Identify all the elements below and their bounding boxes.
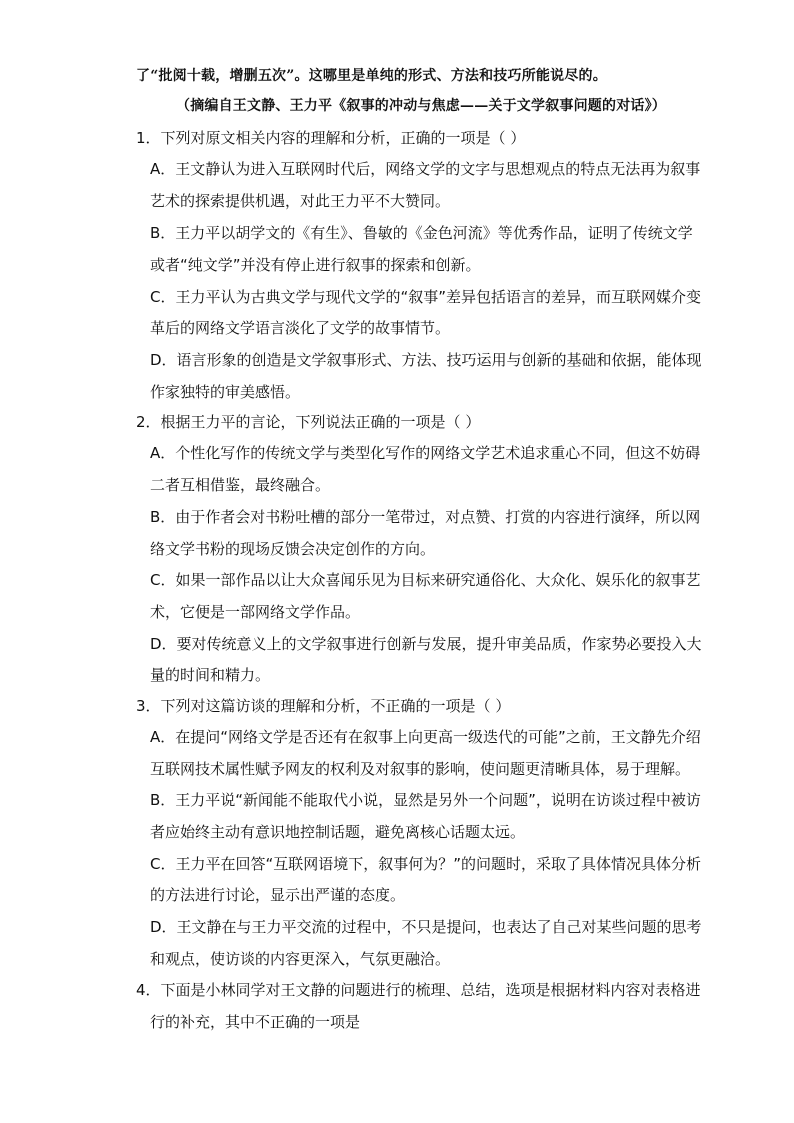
question-1-option-c-line-1: C．王力平认为古典文学与现代文学的“叙事”差异包括语言的差异，而互联网媒介变: [150, 288, 702, 306]
question-2-stem: 2．根据王力平的言论，下列说法正确的一项是（ ）: [136, 413, 481, 431]
question-1-option-a-line-1: A．王文静认为进入互联网时代后，网络文学的文字与思想观点的特点无法再为叙事: [150, 160, 701, 178]
question-3-stem: 3．下列对这篇访谈的理解和分析，不正确的一项是（ ）: [136, 697, 511, 715]
question-1-option-b-line-1: B．王力平以胡学文的《有生》、鲁敏的《金色河流》等优秀作品，证明了传统文学: [150, 224, 693, 242]
passage-source: （摘编自王文静、王力平《叙事的冲动与焦虑——关于文学叙事问题的对话》）: [176, 98, 666, 114]
question-3-option-c-line-2: 的方法进行讨论，显示出严谨的态度。: [150, 886, 406, 904]
question-2-option-a-line-2: 二者互相借鉴，最终融合。: [150, 476, 331, 494]
question-2-option-b-line-1: B．由于作者会对书粉吐槽的部分一笔带过，对点赞、打赏的内容进行演绎，所以网: [150, 508, 701, 526]
passage-tail-line: 了“批阅十载，增删五次”。这哪里是单纯的形式、方法和技巧所能说尽的。: [136, 68, 607, 84]
question-3-option-b-line-2: 者应始终主动有意识地控制话题，避免离核心话题太远。: [150, 823, 526, 841]
question-4-stem-line-1: 4．下面是小林同学对王文静的问题进行的梳理、总结，选项是根据材料内容对表格进: [136, 981, 701, 999]
question-3-option-d-line-2: 和观点，使访谈的内容更深入，气氛更融洽。: [150, 950, 451, 968]
question-3-option-b-line-1: B．王力平说“新闻能不能取代小说，显然是另外一个问题”，说明在访谈过程中被访: [150, 791, 701, 809]
question-1-option-c-line-2: 革后的网络文学语言淡化了文学的故事情节。: [150, 319, 451, 337]
question-2-option-b-line-2: 络文学书粉的现场反馈会决定创作的方向。: [150, 540, 436, 558]
question-3-option-c-line-1: C．王力平在回答“互联网语境下，叙事何为？”的问题时，采取了具体情况具体分析: [150, 855, 702, 873]
question-2-option-d-line-1: D．要对传统意义上的文学叙事进行创新与发展，提升审美品质，作家势必要投入大: [150, 635, 702, 653]
question-1-option-a-line-2: 艺术的探索提供机遇，对此王力平不大赞同。: [150, 192, 451, 210]
question-1-option-d-line-1: D．语言形象的创造是文学叙事形式、方法、技巧运用与创新的基础和依据，能体现: [150, 351, 702, 369]
question-2-option-a-line-1: A．个性化写作的传统文学与类型化写作的网络文学艺术追求重心不同，但这不妨碍: [150, 444, 701, 462]
question-1-option-b-line-2: 或者“纯文学”并没有停止进行叙事的探索和创新。: [150, 256, 481, 274]
question-1-option-d-line-2: 作家独特的审美感悟。: [150, 383, 301, 401]
question-3-option-d-line-1: D．王文静在与王力平交流的过程中，不只是提问，也表达了自己对某些问题的思考: [150, 918, 702, 936]
question-3-option-a-line-2: 互联网技术属性赋予网友的权利及对叙事的影响，使问题更清晰具体，易于理解。: [150, 760, 691, 778]
question-2-option-c-line-1: C．如果一部作品以让大众喜闻乐见为目标来研究通俗化、大众化、娱乐化的叙事艺: [150, 571, 701, 589]
question-3-option-a-line-1: A．在提问“网络文学是否还有在叙事上向更高一级迭代的可能”之前，王文静先介绍: [150, 728, 701, 746]
question-2-option-c-line-2: 术，它便是一部网络文学作品。: [150, 603, 361, 621]
question-1-stem: 1．下列对原文相关内容的理解和分析，正确的一项是（ ）: [136, 129, 526, 147]
question-4-stem-line-2: 行的补充，其中不正确的一项是: [150, 1013, 361, 1031]
question-2-option-d-line-2: 量的时间和精力。: [150, 666, 271, 684]
